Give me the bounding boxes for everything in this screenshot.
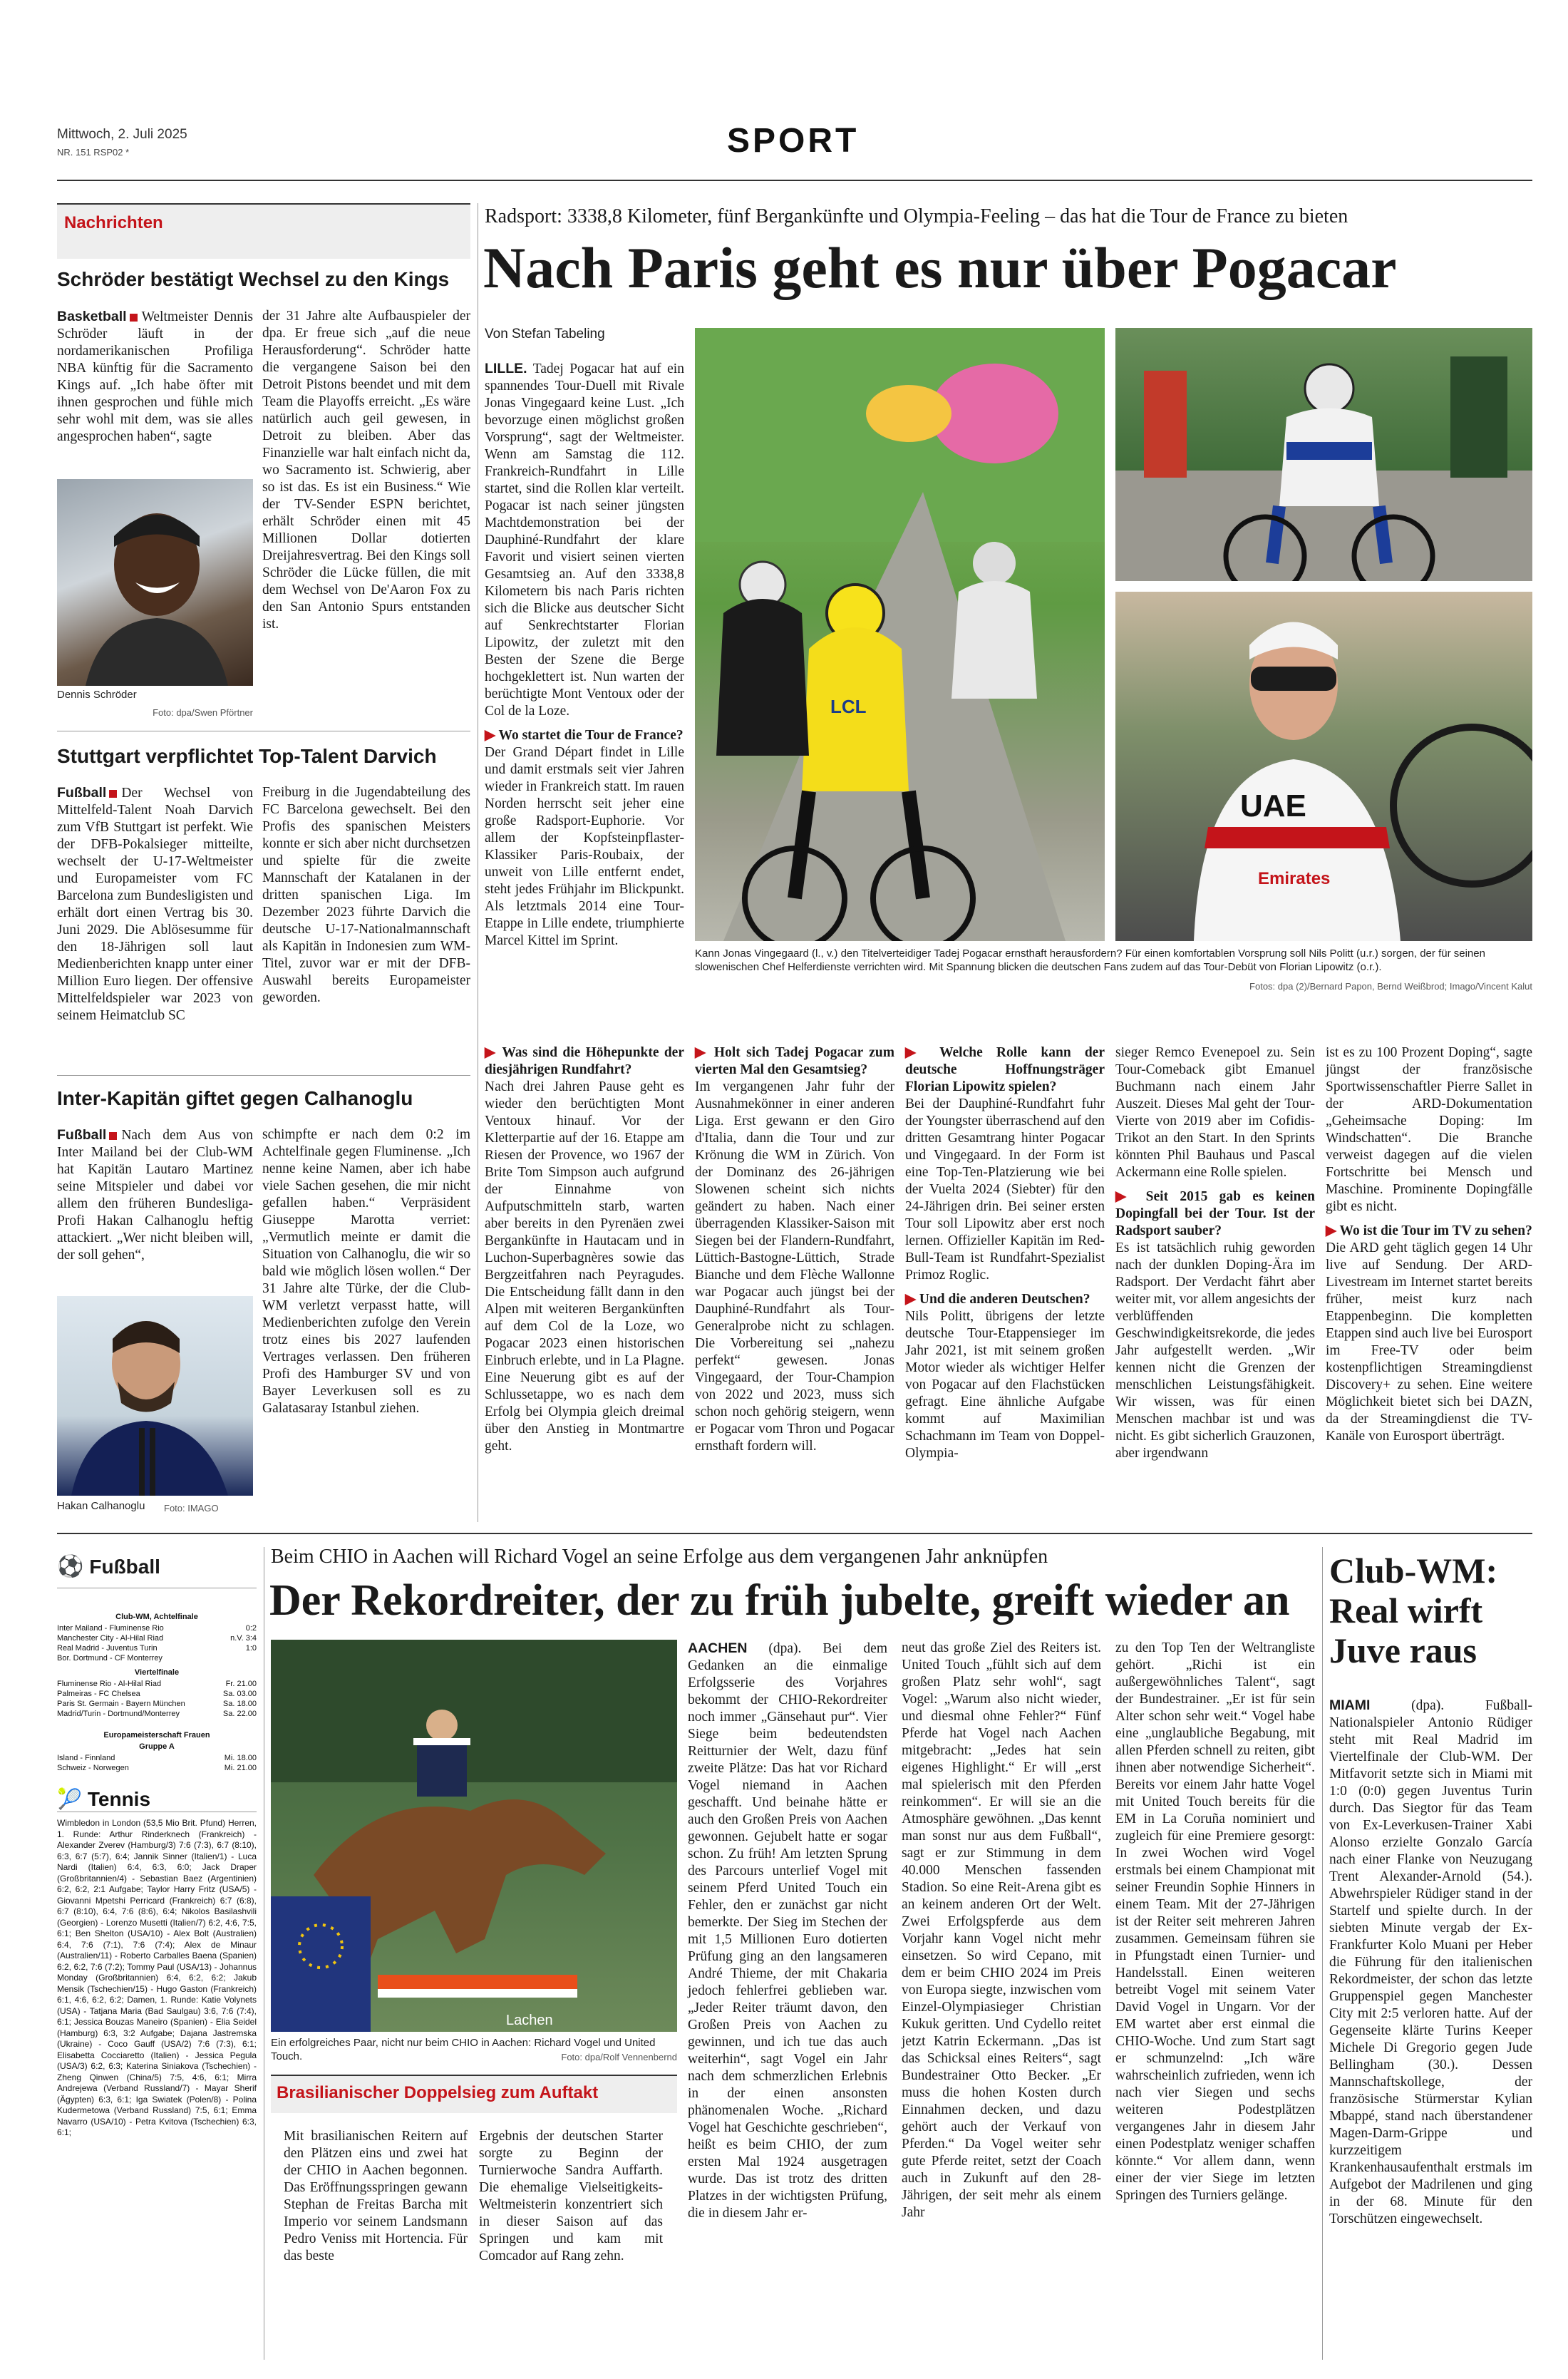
result-score: Sa. 18.00 <box>222 1700 257 1708</box>
chio-col-3: zu den Top Ten der Weltrangliste gehört. „Richi ist ein außergewöhnliches Talent“, sagt der Bundestrainer. „Er ist für sein Alter schon sehr weit.“ Vogel habe eine „unglaubliche Begabung, mit allen Pferden schnell zu reiten, gibt ihnen aber notwendige Sicherheit“. Bereits vor einem Jahr hatte Vogel mit United Touch bereits für die EM in La Coruña nominiert und zugleich für eine Premiere gesorgt: In zwei Wochen wird Vogel erstmals bei einem Championat mit seiner Freundin Sophie Hinners in einem Team. Mit der 27-Jährigen ist der Reiter seit mehreren Jahren zusammen. Gemeinsam führen sie in Pfungstadt einen Turnier- und Handelsstall. Einen weiteren betreibt Vogel mit seinem Vater David Vogel in Ungarn. Vor der EM wartet aber erst einmal die CHIO-Woche. Und zum Start sagt er schmunzelnd: „Ich wäre wahrscheinlich zufrieden, wenn ich nach vier Siegen und sechs weiteren Podestplätzen vergangenes Jahr in diesem Jahr einen Podestplatz weniger schaffen könnte.“ Vor allem dann, wenn einer der vier Siege im letzten Springen des Turniers gelänge. <box>1115 1640 1315 2203</box>
news-3-col-a <box>57 1126 253 1290</box>
tour-answer: Der Grand Départ findet in Lille und damit erstmals seit vier Jahren wieder in Frankreich statt. Im rauen Norden herrscht seit jeher eine große Radsport-Euphorie. Vor allem der Kopfsteinpflaster-Klassiker Paris-Roubaix, der unweit von Lille entfernt endet, steht jedes Frühjahr im Blickpunkt. Als letztmals 2014 eine Tour-Etappe in Lille endete, triumphierte Marcel Kittel im Sprint. <box>485 745 684 948</box>
result-score: Mi. 21.00 <box>224 1764 257 1772</box>
result-match: Manchester City - Al-Hilal Riad <box>57 1634 164 1643</box>
result-match: Madrid/Turin - Dortmund/Monterrey <box>57 1710 180 1718</box>
arrow-right-icon: ▶ <box>695 1045 708 1060</box>
news-box-title: Nachrichten <box>64 213 163 232</box>
result-score: 1:0 <box>245 1644 257 1653</box>
tour-question: Was sind die Höhepunkte der diesjährigen Rundfahrt? <box>485 1045 684 1077</box>
tour-answer: Die ARD geht täglich gegen 14 Uhr live auf Sendung. Der ARD-Livestream im Internet startet bereits früher, meist kurz nach Etappenbeginn. Die kompletten Etappen sind auch live bei Eurosport im Free-TV oder beim kostenpflichtigen Streamingdienst Discovery+ zu sehen. Eine weitere Möglichkeit bietet sich bei DAZN, da der Streamingdienst die TV-Kanäle von Eurosport überträgt. <box>1326 1240 1532 1444</box>
politt-photo <box>1115 592 1532 941</box>
chio-dateline: AACHEN <box>688 1640 748 1656</box>
result-score: n.V. 3:4 <box>230 1634 257 1643</box>
clubwm-body: (dpa). Fußball-Nationalspieler Antonio Rüdiger steht mit Real Madrid im Viertelfinale der Club-WM. Der Mitfavorit setzte sich in Miami mit 1:0 (0:0) gegen Juventus Turin durch. Das Siegtor für das Team von Ex-Leverkusen-Trainer Xabi Alonso erzielte Gonzalo García nach einer Flanke von Neuzugang Trent Alexander-Arnold (54.). Abwehrspieler Rüdiger stand in der Startelf und spielte durch. In der siebten Minute vergab der Ex-Frankfurter Kolo Muani per Heber die Führung für den italienischen Rekordmeister, der schon das letzte Gruppenspiel gegen Manchester City mit 2:5 verloren hatte. Auf der Gegenseite klärte Turins Keeper Michele Di Gregorio gegen Jude Bellingham (30.). Dessen Mannschaftskollege, der französische Stürmerstar Kylian Mbappé, stand nach überstandener Magen-Darm-Grippe und kurzzeitigem Krankenhausaufenthalt erstmals im Aufgebot der Madrilenen und ging in der 68. Minute für den Torschützen eingewechselt. <box>1329 1698 1532 2226</box>
vingegaard-pogacar-photo <box>695 328 1105 941</box>
schroeder-photo <box>57 479 253 686</box>
divider <box>57 1075 470 1076</box>
red-square-icon <box>109 790 117 798</box>
tour-col-1 <box>485 360 684 1137</box>
news-headline-2: Stuttgart verpflichtet Top-Talent Darvich <box>57 745 437 767</box>
tour-question: Welche Rolle kann der deutsche Hoffnungsträger Florian Lipowitz spielen? <box>905 1045 1105 1094</box>
news-1-col-b: der 31 Jahre alte Aufbauspieler der dpa. Er freue sich „auf die neue Herausforderung“. Schröder hatte die vergangene Saison bei den Detroit Pistons beendet und mit dem Team die Playoffs erreicht. „Es wäre natürlich auch geil gewesen, in Detroit zu bleiben. Aber das Finanzielle war halt einfach nicht da, wo Sacramento ist. Schwierig, aber so ist das. Es ist ein Business.“ Wie der TV-Sender ESPN berichtet, erhält Schröder einen mit 45 Millionen Dollar dotierten Dreijahresvertrag. Bei den Kings soll Schröder die Lücke füllen, die mit dem Wechsel von De'Aaron Fox zu den San Antonio Spurs entstanden ist. <box>262 309 470 632</box>
clubwm-text <box>1329 1697 1532 2353</box>
em-title: Europameisterschaft Frauen <box>103 1731 210 1740</box>
schroeder-caption: Dennis Schröder <box>57 689 137 701</box>
red-square-icon <box>109 1132 117 1140</box>
tennis-title: Tennis <box>87 1788 151 1810</box>
news-3-kicker: Fußball <box>57 1127 107 1143</box>
news-1-text-a: Weltmeister Dennis Schröder läuft in der nordamerikanischen Profiliga NBA künftig für die Sacramento Kings auf. „Ich habe öfter mit ihnen gesprochen und fühle mich sehr wohl mit dem, was sie alles angesprochen haben“, sagte <box>57 309 253 444</box>
tour-question: Und die anderen Deutschen? <box>919 1292 1090 1307</box>
clubwm-dateline: MIAMI <box>1329 1697 1371 1713</box>
chio-text-1: (dpa). Bei dem Gedanken an die einmalige Erfolgsserie des Vorjahres bekommt der CHIO-Rekordreiter noch immer „Gänsehaut pur“. Vier Siege beim bedeutendsten Reitturnier der Welt, dazu fünf zweite Plätze: Das hat vor Richard Vogel niemand in Aachen geschafft. Und beinahe hätte er auch den Großen Preis von Aachen gewonnen. Gejubelt hatte er sogar schon. Zu früh! Am letzten Sprung des Parcours unterlief Vogel mit seinem Pferd United Touch ein Fehler, den er zunächst gar nicht bemerkte. Der Sieg im Stechen der mit 1,5 Millionen Euro dotierten Prüfung ging an den langsameren André Thieme, der mit Chakaria jedoch fehlerfrei geblieben war. „Jeder Reiter träumt davon, den Großen Preis von Aachen zu gewinnen, und ich tue das auch weiterhin“, sagt Vogel ein Jahr nach dem schmerzlichen Erlebnis in der einen ansonsten phänomenalen Woche. „Richard Vogel hat Geschichte geschrieben“, heißt es beim CHIO, der zum ersten Mal 1924 ausgetragen wurde. Das ist trotz des dritten Platzes in der wichtigsten Prüfung, die in diesem Jahr er- <box>688 1641 887 2221</box>
result-score: Fr. 21.00 <box>225 1680 257 1688</box>
tennis-player-icon: 🎾 <box>57 1788 82 1810</box>
tour-question: Wo startet die Tour de France? <box>498 728 684 743</box>
tour-col-2 <box>695 1044 894 1515</box>
tour-col-4 <box>1115 1044 1315 1515</box>
chio-headline: Der Rekordreiter, der zu früh jubelte, greift wieder an <box>269 1576 1290 1625</box>
results-box <box>57 1554 257 1588</box>
news-headline-3: Inter-Kapitän giftet gegen Calhanoglu <box>57 1087 413 1109</box>
tour-author: Von Stefan Tabeling <box>485 327 605 341</box>
results-list <box>57 1608 257 2139</box>
result-row <box>57 1643 257 1653</box>
tour-col-3 <box>905 1044 1105 1515</box>
chio-col-2: neut das große Ziel des Reiters ist. United Touch „fühlt sich auf dem großen Platz sehr wohl“, sagt Vogel: „Warum also nicht wieder, und diesmal ohne Fehler?“ Fünf Pferde hat Vogel nach Aachen mitgebracht: „Jedes hat sein eigenes Highlight.“ Er will „erst mal spielerisch mit den Pferden reinkommen“. Er will sie an die Atmosphäre gewöhnen. „Das kennt man sonst nur aus dem Fußball“, sagt er zur Stimmung in dem 40.000 Menschen fassenden Stadion. So eine Reit-Arena gibt es an keinem anderen Ort der Welt. Zwei Erfolgspferde aus dem Vorjahr kann Vogel nicht mehr einsetzen. So wird Cepano, mit dem er beim CHIO 2024 im Preis von Europa siegte, inzwischen vom Einzel-Olympiasieger Christian Kukuk geritten. Und Cydello reitet jetzt Katrin Eckermann. „Das ist das Schicksal eines Reiters“, sagt Bundestrainer Otto Becker. „Er muss die hohen Kosten durch Einnahmen decken, und dazu gehört auch der Verkauf von Pferden.“ Da Vogel weiter sehr gute Pferde reitet, setzt der Coach auch in Zukunft auf den 28-Jährigen, der seit mehr als einem Jahr <box>902 1640 1101 2220</box>
tour-answer: Nils Politt, übrigens der letzte deutsche Tour-Etappensieger im Jahr 2021, ist mit seinem großen Motor wieder als wichtiger Helfer von Pogacar auf den Flachstücken gefragt. Eine ähnliche Aufgabe kommt auf Maximilian Schachmann im Team von Doppel-Olympia- <box>905 1309 1105 1461</box>
arrow-right-icon: ▶ <box>905 1292 916 1307</box>
lcl-jersey-text: LCL <box>830 696 867 717</box>
result-score: 0:2 <box>245 1624 257 1633</box>
soccer-player-icon: ⚽ <box>57 1555 84 1578</box>
arrow-right-icon: ▶ <box>1326 1223 1336 1238</box>
tour-subhead: Radsport: 3338,8 Kilometer, fünf Bergankünfte und Olympia-Feeling – das hat die Tour de France zu bieten <box>485 205 1348 227</box>
tour-answer: ist es zu 100 Prozent Doping“, sagte jüngst der französische Sportwissenschaftler Pierre Sallet in der ARD-Dokumentation „Geheimsache Doping: Im Windschatten“. Die Branche verweist dagegen auf die vielen Fortschritte bei Mensch und Maschine. Prominente Dopingfälle gibt es nicht. <box>1326 1045 1532 1214</box>
result-match: Inter Mailand - Fluminense Rio <box>57 1624 164 1633</box>
result-match: Bor. Dortmund - CF Monterrey <box>57 1654 163 1663</box>
chio-photo-credit: Foto: dpa/Rolf Vennenbernd <box>561 2052 677 2062</box>
result-match: Fluminense Rio - Al-Hilal Riad <box>57 1680 162 1688</box>
result-match: Real Madrid - Juventus Turin <box>57 1644 158 1653</box>
chio-box-col-a: Mit brasilianischen Reitern auf den Plätzen eins und zwei hat der CHIO in Aachen begonnen. Das Eröffnungsspringen gewann Stephan de Freitas Barcha mit Imperio vor seinem Landsmann Pedro Veniss mit Hortencia. Für das beste <box>284 2129 468 2264</box>
result-row <box>57 1623 257 1633</box>
tour-photo-credit: Fotos: dpa (2)/Bernard Papon, Bernd Weißbrod; Imago/Vincent Kalut <box>1249 981 1532 992</box>
tour-col-5 <box>1326 1044 1532 1515</box>
result-match: Island - Finnland <box>57 1754 115 1762</box>
tour-answer: sieger Remco Evenepoel zu. Sein Tour-Comeback gibt Emanuel Buchmann nach einem Jahr Auszeit. Dieses Mal geht der Tour-Vierte von 2019 aber im Cofidis-Trikot an den Start. In den Sprints könnten Phil Bauhaus und Pascal Ackermann eine Rolle spielen. <box>1115 1045 1315 1180</box>
news-3-text-a: Nach dem Aus von Inter Mailand bei der Club-WM hat Kapitän Lautaro Martinez seine Mitspieler und dabei vor allem den früheren Bundesliga-Profi Hakan Calhanoglu heftig attackiert. „Wer nicht bleiben will, der soll gehen“, <box>57 1128 253 1263</box>
section-title: SPORT <box>727 122 860 160</box>
result-row <box>57 1709 257 1719</box>
news-2-text-a: Der Wechsel von Mittelfeld-Talent Noah Darvich zum VfB Stuttgart ist perfekt. Wie der DFB-Pokalsieger mitteilte, wechselt der U-17-Weltmeister und Europameister vom FC Barcelona zum Bundesligisten und erhält dort einen Vertrag bis 30. Juni 2029. Die Ablösesumme für den 18-Jährigen soll laut Medienberichten knapp unter einer Million Euro liegen. Der offensive Mittelfeldspieler war 2023 von seinem Heimatclub SC <box>57 786 253 1023</box>
photo-banner-text: Lachen <box>506 2013 553 2028</box>
em-group: Gruppe A <box>139 1742 175 1751</box>
tennis-header <box>57 1788 257 1810</box>
tour-question: Seit 2015 gab es keinen Dopingfall bei der Tour. Ist der Radsport sauber? <box>1115 1189 1316 1238</box>
result-score: Mi. 18.00 <box>224 1754 257 1762</box>
lipowitz-photo <box>1115 328 1532 581</box>
result-row <box>57 1653 257 1663</box>
qf-title: Viertelfinale <box>134 1668 180 1677</box>
chio-subhead: Beim CHIO in Aachen will Richard Vogel an seine Erfolge aus dem vergangenen Jahr anknüpfen <box>271 1546 1048 1568</box>
emirates-jersey-text: Emirates <box>1258 869 1331 888</box>
chio-box-title: Brasilianischer Doppelsieg zum Auftakt <box>277 2083 599 2102</box>
news-1-col-a <box>57 308 253 465</box>
tour-question: Wo ist die Tour im TV zu sehen? <box>1339 1223 1532 1238</box>
tour-col-1b <box>485 1044 684 1515</box>
clubwm-headline: Club-WM: Real wirft Juve raus <box>1329 1551 1498 1670</box>
result-score: Sa. 22.00 <box>222 1710 257 1718</box>
news-2-col-a <box>57 784 253 1069</box>
news-3-col-b: schimpfte er nach dem 0:2 im Achtelfinale gegen Fluminense. „Ich nenne keine Namen, aber ich habe viele Sachen gesehen, die mir nicht gefallen haben.“ Verpräsident Giuseppe Marotta verriet: „Vermutlich meinte er damit die Situation von Calhanoglu, die wir so bald wie möglich lösen wollen.“ Der 31 Jahre alte Türke, der die Club-WM verletzt verpasst hatte, will Medienberichten zufolge den Verein trotz eines bis 2027 laufenden Vertrages verlassen. Den früheren Profi des Hamburger SV und von Bayer Leverkusen soll es zu Galatasaray Istanbul ziehen. <box>262 1127 470 1416</box>
news-headline-1: Schröder bestätigt Wechsel zu den Kings <box>57 268 450 290</box>
edition-number: NR. 151 RSP02 * <box>57 147 130 158</box>
uae-jersey-text: UAE <box>1240 788 1306 823</box>
tour-dateline: LILLE. <box>485 361 527 376</box>
schroeder-credit: Foto: dpa/Swen Pförtner <box>153 707 253 718</box>
section-rule <box>57 1533 1532 1534</box>
result-score: Sa. 03.00 <box>222 1690 257 1698</box>
result-match: Schweiz - Norwegen <box>57 1764 129 1772</box>
calhanoglu-caption: Hakan Calhanoglu <box>57 1500 145 1512</box>
result-row <box>57 1633 257 1643</box>
arrow-right-icon: ▶ <box>1115 1189 1135 1204</box>
result-row <box>57 1689 257 1699</box>
tour-answer: Im vergangenen Jahr fuhr der Ausnahmekönner in einer anderen Liga. Erst gewann er den Giro d'Italia, dann die Tour und zur Krönung die WM in Zürich. Von der Dominanz des 26-jährigen Slowenen scheint sich nichts geändert zu haben. Nach einer überragenden Klassiker-Saison mit Siegen bei der Flandern-Rundfahrt, Lüttich-Bastogne-Lüttich, Strade Bianche und dem Flèche Wallonne war Pogacar auch jüngst bei der Dauphiné-Rundfahrt als Tour-Generalprobe nicht zu schlagen. Die Vorbereitung sei „nahezu perfekt“ gewesen. Jonas Vingegaard, der Tour-Champion von 2022 und 2023, muss sich schon noch gehörig steigern, wenn er Pogacar vom Thron und Pogacar ernsthaft fordern will. <box>695 1079 894 1454</box>
tour-answer: Es ist tatsächlich ruhig geworden nach der dunklen Doping-Ära im Radsport. Der Verdacht fährt aber weiter mit, vor allem angesichts der verblüffenden Geschwindigkeitsrekorde, die jedes Jahr aufgestellt werden. „Wir kennen nicht die Grenzen der menschlichen Leistungsfähigkeit. Wir wissen, was für einen Menschen machbar ist und was nicht. Es gibt sicherlich Grauzonen, aber irgendwann <box>1115 1240 1315 1461</box>
arrow-right-icon: ▶ <box>485 728 495 743</box>
result-row <box>57 1699 257 1709</box>
tour-intro: Tadej Pogacar hat auf ein spannendes Tour-Duell mit Rivale Jonas Vingegaard keine Lust. „Ich bevorzuge einen möglichst großen Vorsprung“, sagt der Weltmeister. Wenn am Samstag die 112. Frankreich-Rundfahrt in Lille startet, sind die Rollen klar verteilt. Pogacar ist nach seiner jüngsten Machtdemonstration bei der Dauphiné-Rundfahrt der klare Favorit und visiert seinen vierten Gesamtsieg an. Auf den 3338,8 Kilometern bis nach Paris richten sich die Blicke aus deutscher Sicht auf Senkrechtstarter Florian Lipowitz, der zuletzt mit den Besten der Szene die Berge hochgeklettert ist. Nun warten der berüchtigte Mont Ventoux oder der Col de la Loze. <box>485 361 684 719</box>
arrow-right-icon: ▶ <box>485 1045 497 1060</box>
chio-box-header <box>271 2075 677 2113</box>
header-rule <box>57 180 1532 181</box>
tour-answer: Bei der Dauphiné-Rundfahrt fuhr der Youngster überraschend auf den dritten Gesamtrang hinter Pogacar und Vingegaard. In der Form ist eine Top-Ten-Platzierung wie bei der Vuelta 2024 (Siebter) für den 24-Jährigen drin. Bei seiner ersten Tour soll Lipowitz aber erst noch lernen. Offizieller Kapitän im Red-Bull-Team ist Rundfahrt-Spezialist Primoz Roglic. <box>905 1096 1105 1283</box>
football-title: Fußball <box>89 1555 160 1578</box>
news-box-header <box>57 203 470 259</box>
tennis-results: Wimbledon in London (53,5 Mio Brit. Pfund) Herren, 1. Runde: Arthur Rinderknech (Frankreich) - Alexander Zverev (Hamburg/3) 7:6 (7:3), 6:7 (8:10), 6:3, 6:7 (5:7), 6:4; Jannik Sinner (Italien/1) - Luca Nardi (Italien) 6:4, 6:3, 6:0; Jack Draper (Großbritannien/4) - Sebastian Baez (Argentinien) 6:2, 6:2, 2:1 Aufgabe; Taylor Harry Fritz (USA/5) - Giovanni Mpetshi Perricard (Frankreich) 6:7 (6:8), 6:7 (8:10), 6:4, 7:6 (8:6), 6:4; Nikolos Basilashvili (Georgien) - Lorenzo Musetti (Italien/7) 6:2, 4:6, 7:5, 6:1; Ben Shelton (USA/10) - Alex Bolt (Australien) 6:4, 7:6 (7:1), 7:6 (7:4); Alex de Minaur (Australien/11) - Roberto Carballes Baena (Spanien) 6:2, 6:2, 7:6 (7:2); Tommy Paul (USA/13) - Johannus Monday (Großbritannien) 6:4, 6:2, 6:2; Jakub Mensik (Tschechien/15) - Hugo Gaston (Frankreich) 6:1, 4:6, 6:2, 6:2; Damen, 1. Runde: Katie Volynets (USA) - Tatjana Maria (Bad Saulgau) 3:6, 7:6 (7:4), 6:1; Jessica Bouzas Maneiro (Spanien) - Elia Seidel (Hamburg) 6:3, 3:2 Aufgabe; Dajana Jastremska (Ukraine) - Coco Gauff (USA/2) 7:6 (7:3), 6:1; Elisabetta Cocciaretto (Italien) - Jessica Pegula (USA/3) 6:2, 6:3; Katerina Siniakova (Tschechien) - Zheng Qinwen (China/5) 7:5, 4:6, 6:1; Mirra Andrejewa (Verband Russland/7) - Mayar Sherif (Ägypten) 6:3, 6:1; Iga Swiatek (Polen/8) - Polina Kudermetowa (Verband Russland) 7:5, 6:1; Emma Navarro (USA/10) - Petra Kvitova (Tschechien) 6:3, 6:1; <box>57 1818 257 2137</box>
chio-col-1 <box>688 1640 887 2353</box>
result-match: Paris St. Germain - Bayern München <box>57 1700 185 1708</box>
arrow-right-icon: ▶ <box>905 1045 927 1060</box>
news-1-kicker: Basketball <box>57 309 127 324</box>
chio-box-col-b: Ergebnis der deutschen Starter sorgte zu Beginn der Turnierwoche Sandra Auffarth. Die ehemalige Vielseitigkeits-Weltmeisterin konzentriert sich in dieser Saison auf das Springen und kam mit Comcador auf Rang zehn. <box>479 2129 663 2264</box>
tour-question: Holt sich Tadej Pogacar zum vierten Mal den Gesamtsieg? <box>695 1045 895 1077</box>
column-divider <box>1322 1547 1323 2360</box>
news-2-kicker: Fußball <box>57 785 107 801</box>
chio-photo-caption: Ein erfolgreiches Paar, nicht nur beim CHIO in Aachen: Richard Vogel und United Touch. <box>271 2037 656 2062</box>
tour-photo-caption: Kann Jonas Vingegaard (l., v.) den Titelverteidiger Tadej Pogacar ernsthaft herausfordern? Für einen komfortablen Vorsprung soll Nils Politt (u.r.) sorgen, der für seinen slowenischen Chef Helferdienste verrichten wird. Mit Spannung blicken die deutschen Fans zudem auf das Tour-Debüt von Florian Lipowitz (o.r.). <box>695 947 1485 973</box>
result-row <box>57 1679 257 1689</box>
tour-answer: Nach drei Jahren Pause geht es wieder den berüchtigten Mont Ventoux hinauf. Vor der Kletterpartie auf der 16. Etappe am Riesen der Provence, wo 1967 der Brite Tom Simpson auch aufgrund der Einnahme von Aufputschmitteln starb, warten aber bereits in den Pyrenäen zwei Bergankünfte in Hautacam und in Luchon-Superbagnères sowie das Bergzeitfahren nach Peyragudes. Die Entscheidung fällt dann in den Alpen mit weiteren Bergankünften auf dem Col de la Loze, wo Pogacar 2023 einen historischen Einbruch erlebte, und in La Plagne. Eine Neuerung gibt es auf der Schlussetappe, wo es nach dem Erfolg bei Olympia gleich dreimal über den Anstieg in Montmartre geht. <box>485 1079 684 1454</box>
result-match: Palmeiras - FC Chelsea <box>57 1690 140 1698</box>
result-row <box>57 1763 257 1773</box>
football-header <box>57 1554 257 1579</box>
tour-headline: Nach Paris geht es nur über Pogacar <box>483 235 1397 300</box>
calhanoglu-credit: Foto: IMAGO <box>164 1503 219 1514</box>
result-row <box>57 1753 257 1763</box>
cwm-title: Club-WM, Achtelfinale <box>115 1613 198 1621</box>
red-square-icon <box>130 314 138 322</box>
news-2-col-b: Freiburg in die Jugendabteilung des FC Barcelona gewechselt. Bei den Profis des spanischen Meisters konnte er sich aber nicht durchsetzen und spielte für die zweite Mannschaft der Katalanen in der dritten spanischen Liga. Im Dezember 2023 führte Darvich die deutsche U-17-Nationalmannschaft als Kapitän in Indonesien zum WM-Titel, zuvor war er mit der DFB-Auswahl bereits Europameister geworden. <box>262 785 470 1005</box>
page-date: Mittwoch, 2. Juli 2025 <box>57 127 187 142</box>
vogel-horse-photo <box>271 1640 677 2032</box>
calhanoglu-photo <box>57 1296 253 1496</box>
